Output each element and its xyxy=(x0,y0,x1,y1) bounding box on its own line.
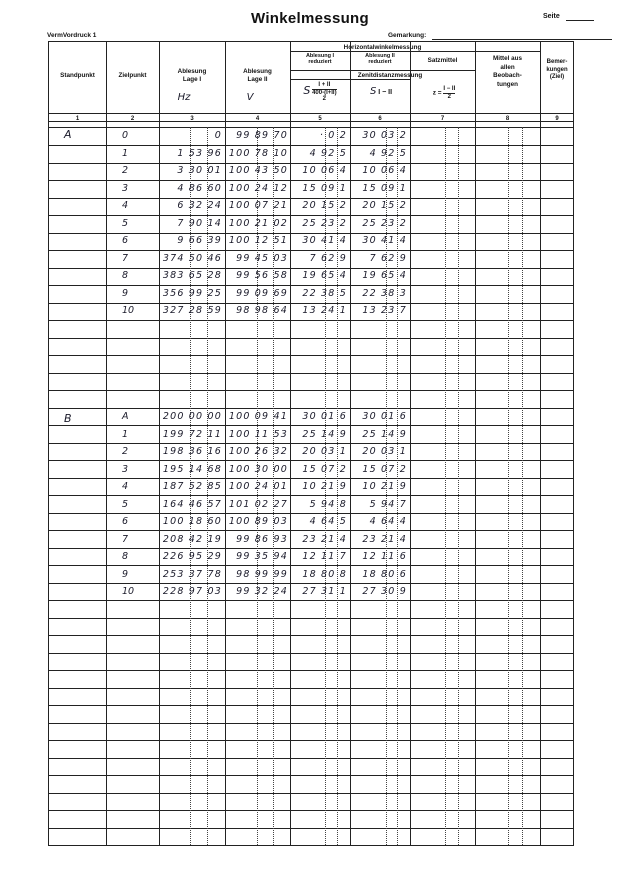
cell-ziel: 2 xyxy=(122,446,129,457)
row-rule xyxy=(48,635,574,636)
cell-ziel: 6 xyxy=(122,235,129,246)
cell-red1: 15 09 1 xyxy=(302,182,347,194)
cell-ziel: 1 xyxy=(122,428,129,440)
cell-red1: 25 23 2 xyxy=(302,217,347,229)
table-rule xyxy=(48,121,574,122)
row-rule xyxy=(48,670,574,671)
cell-lage1: 1 53 96 xyxy=(177,147,222,159)
row-rule xyxy=(48,180,574,181)
cell-lage2: 98 98 64 xyxy=(236,305,288,316)
row-rule xyxy=(48,758,574,759)
cell-red2: 4 92 5 xyxy=(369,147,407,159)
column-number: 6 xyxy=(378,116,382,122)
cell-lage1: 200 00 00 xyxy=(162,411,222,422)
row-rule xyxy=(48,303,574,304)
cell-red1: 18 80 8 xyxy=(302,568,347,580)
row-rule xyxy=(48,250,574,251)
cell-red1: 30 41 4 xyxy=(302,235,347,246)
cell-red2: 20 03 1 xyxy=(362,446,407,457)
cell-ziel: 8 xyxy=(122,551,129,562)
cell-lage2: 100 11 53 xyxy=(228,428,288,440)
cell-lage1: 7 90 14 xyxy=(177,217,222,229)
row-rule xyxy=(48,548,574,549)
cell-ziel: 6 xyxy=(122,516,129,527)
row-rule xyxy=(48,513,574,514)
cell-red2: 23 21 4 xyxy=(362,533,407,545)
cell-lage1: 100 18 60 xyxy=(162,516,222,527)
cell-ziel: 7 xyxy=(122,533,129,545)
cell-lage1: 3 30 01 xyxy=(177,165,222,176)
row-rule xyxy=(48,723,574,724)
cell-lage1: 164 46 57 xyxy=(162,498,222,510)
header-ablesung2-reduziert: Ablesung II reduziert xyxy=(365,53,395,65)
cell-ziel: 3 xyxy=(122,182,129,194)
sub-column-divider xyxy=(445,127,446,845)
row-rule xyxy=(48,163,574,164)
cell-lage2: 100 24 12 xyxy=(228,182,288,194)
cell-ziel: 9 xyxy=(122,287,129,299)
cell-lage2: 99 35 94 xyxy=(236,551,288,562)
cell-lage2: 100 43 50 xyxy=(228,165,288,176)
column-number: 7 xyxy=(440,116,445,122)
cell-ziel: 4 xyxy=(122,200,129,211)
cell-red1: 12 11 7 xyxy=(302,551,347,562)
row-rule xyxy=(48,688,574,689)
row-rule xyxy=(48,478,574,479)
column-number: 5 xyxy=(318,116,322,122)
cell-ziel: 10 xyxy=(122,586,135,597)
cell-red2: 30 03 2 xyxy=(362,130,407,141)
row-rule xyxy=(48,443,574,444)
cell-red1: 20 15 2 xyxy=(302,200,347,211)
cell-red2: 4 64 4 xyxy=(369,516,407,527)
cell-ziel: 8 xyxy=(122,270,129,281)
cell-lage1: 356 99 25 xyxy=(162,287,222,299)
handwritten-hz: Hz xyxy=(177,92,191,103)
row-rule xyxy=(48,320,574,321)
cell-red1: 10 21 9 xyxy=(302,481,347,492)
cell-red1: 22 38 5 xyxy=(302,287,347,299)
cell-lage1: 383 65 28 xyxy=(162,270,222,281)
cell-red1: 25 14 9 xyxy=(302,428,347,440)
row-rule xyxy=(48,390,574,391)
cell-lage1: 208 42 19 xyxy=(162,533,222,545)
cell-ziel: 3 xyxy=(122,463,129,475)
cell-ziel: 10 xyxy=(122,305,135,316)
header-bemerkungen: Bemer- kungen (Ziel) xyxy=(546,59,568,80)
cell-red1: 15 07 2 xyxy=(302,463,347,475)
cell-red2: 20 15 2 xyxy=(362,200,407,211)
cell-lage1: 228 97 03 xyxy=(162,586,222,597)
cell-red2: 30 01 6 xyxy=(362,411,407,422)
cell-red1: 10 06 4 xyxy=(302,165,347,176)
cell-lage2: 101 02 27 xyxy=(228,498,288,510)
cell-lage1: 253 37 78 xyxy=(162,568,222,580)
cell-red1: 13 24 1 xyxy=(302,305,347,316)
row-rule xyxy=(48,653,574,654)
row-rule xyxy=(48,740,574,741)
cell-lage1: 0 xyxy=(214,130,222,141)
cell-lage2: 98 99 99 xyxy=(236,568,288,580)
header-zenit-group: Zenitdistanzmessung xyxy=(357,72,423,79)
row-rule xyxy=(48,355,574,356)
cell-red2: 15 09 1 xyxy=(362,182,407,194)
row-rule xyxy=(48,285,574,286)
cell-lage2: 100 89 03 xyxy=(228,516,288,527)
cell-ziel: 9 xyxy=(122,568,129,580)
row-rule xyxy=(48,373,574,374)
formula-z: z = $\frac{I - II}{2}$ xyxy=(432,86,456,100)
cell-lage2: 100 78 10 xyxy=(228,147,288,159)
row-rule xyxy=(48,233,574,234)
cell-lage1: 187 52 85 xyxy=(162,481,222,492)
cell-ziel: A xyxy=(122,411,129,422)
header-rule xyxy=(290,51,540,52)
cell-lage2: 100 12 51 xyxy=(228,235,288,246)
cell-red2: 12 11 6 xyxy=(362,551,407,562)
cell-ziel: 5 xyxy=(122,498,129,510)
row-rule xyxy=(48,408,574,409)
row-rule xyxy=(48,198,574,199)
row-rule xyxy=(48,600,574,601)
cell-ziel: 7 xyxy=(122,252,129,264)
header-rule xyxy=(290,70,475,71)
column-number: 8 xyxy=(505,116,510,122)
cell-lage2: 99 45 03 xyxy=(236,252,288,264)
cell-lage2: 99 56 58 xyxy=(236,270,288,281)
cell-red1: 19 65 4 xyxy=(302,270,347,281)
header-zielpunkt: Zielpunkt xyxy=(118,72,147,79)
row-rule xyxy=(48,460,574,461)
cell-lage2: 100 26 32 xyxy=(228,446,288,457)
cell-red1: 4 64 5 xyxy=(309,516,347,527)
row-rule xyxy=(48,583,574,584)
header-lage2: Ablesung Lage II xyxy=(243,68,272,83)
header-standpunkt: Standpunkt xyxy=(60,72,95,79)
cell-ziel: 2 xyxy=(122,165,129,176)
cell-red1: 30 01 6 xyxy=(302,411,347,422)
row-rule xyxy=(48,495,574,496)
row-rule xyxy=(48,425,574,426)
header-lage1: Ablesung Lage I xyxy=(177,68,207,83)
gemarkung-label: Gemarkung: xyxy=(388,32,427,39)
seite-field-line xyxy=(566,20,594,21)
cell-lage2: 100 21 02 xyxy=(228,217,288,229)
cell-red1: 4 92 5 xyxy=(309,147,347,159)
cell-red2: 13 23 7 xyxy=(362,305,407,316)
cell-lage1: 198 36 16 xyxy=(162,446,222,457)
cell-lage2: 99 09 69 xyxy=(236,287,288,299)
row-rule xyxy=(48,565,574,566)
cell-lage2: 99 86 93 xyxy=(236,533,288,545)
cell-lage1: 327 28 59 xyxy=(162,305,222,316)
cell-red2: 10 06 4 xyxy=(362,165,407,176)
formula-mid: S I − II xyxy=(369,86,393,97)
gemarkung-field-line xyxy=(432,39,612,40)
sub-column-divider xyxy=(522,127,523,845)
row-rule xyxy=(48,775,574,776)
cell-lage2: 100 30 00 xyxy=(228,463,288,475)
sub-column-divider xyxy=(458,127,459,845)
column-number: 2 xyxy=(130,116,135,122)
row-rule xyxy=(48,810,574,811)
cell-lage2: 100 07 21 xyxy=(228,200,288,211)
standpunkt-b: B xyxy=(64,412,72,425)
row-rule xyxy=(48,530,574,531)
cell-lage1: 199 72 11 xyxy=(162,428,222,440)
row-rule xyxy=(48,338,574,339)
header-mittel: Mittel aus allen Beobach- tungen xyxy=(492,55,523,88)
cell-red2: 5 94 7 xyxy=(369,498,407,510)
cell-lage2: 100 24 01 xyxy=(228,481,288,492)
column-number: 1 xyxy=(75,116,80,122)
cell-lage1: 374 50 46 xyxy=(162,252,222,264)
column-number: 3 xyxy=(190,116,194,122)
handwritten-v: V xyxy=(246,92,254,103)
cell-red2: 25 14 9 xyxy=(362,428,407,440)
cell-lage1: 6 32 24 xyxy=(177,200,222,211)
cell-lage2: 100 09 41 xyxy=(228,411,288,422)
cell-ziel: 4 xyxy=(122,481,129,492)
cell-ziel: 5 xyxy=(122,217,129,229)
cell-lage1: 9 66 39 xyxy=(177,235,222,246)
header-ablesung1-reduziert: Ablesung I reduziert xyxy=(305,53,335,65)
cell-lage1: 226 95 29 xyxy=(162,551,222,562)
cell-red2: 22 38 3 xyxy=(362,287,407,299)
formula-s: S I + II 400-(I+II) 2 xyxy=(303,82,337,102)
cell-red2: 30 41 4 xyxy=(362,235,407,246)
sub-column-divider xyxy=(508,127,509,845)
cell-red1: 7 62 9 xyxy=(309,252,347,264)
cell-red2: 27 30 9 xyxy=(362,586,407,597)
table-rule xyxy=(48,113,574,114)
cell-lage2: 99 32 24 xyxy=(236,586,288,597)
row-rule xyxy=(48,618,574,619)
cell-red1: · 0 2 xyxy=(319,130,347,141)
cell-red1: 23 21 4 xyxy=(302,533,347,545)
cell-red1: 27 31 1 xyxy=(302,586,347,597)
table-rule xyxy=(48,127,574,128)
header-horizontal-group: Horizontalwinkelmessung xyxy=(343,44,422,51)
row-rule xyxy=(48,268,574,269)
column-number: 9 xyxy=(555,116,559,122)
cell-red2: 10 21 9 xyxy=(362,481,407,492)
cell-red2: 19 65 4 xyxy=(362,270,407,281)
cell-lage2: 99 89 70 xyxy=(236,130,288,141)
cell-ziel: 0 xyxy=(122,130,129,141)
cell-red2: 7 62 9 xyxy=(369,252,407,264)
header-satzmittel: Satzmittel xyxy=(427,57,458,64)
page-title: Winkelmessung xyxy=(251,10,369,27)
cell-red2: 15 07 2 xyxy=(362,463,407,475)
cell-lage1: 195 14 68 xyxy=(162,463,222,475)
row-rule xyxy=(48,705,574,706)
row-rule xyxy=(48,145,574,146)
row-rule xyxy=(48,828,574,829)
cell-lage1: 4 86 60 xyxy=(177,182,222,194)
seite-label: Seite xyxy=(543,13,560,20)
cell-red2: 18 80 6 xyxy=(362,568,407,580)
standpunkt-a: A xyxy=(64,128,72,141)
row-rule xyxy=(48,215,574,216)
column-number: 4 xyxy=(255,116,260,122)
cell-ziel: 1 xyxy=(122,147,129,159)
form-number: VermVordruck 1 xyxy=(47,32,97,39)
cell-red1: 20 03 1 xyxy=(302,446,347,457)
row-rule xyxy=(48,793,574,794)
cell-red2: 25 23 2 xyxy=(362,217,407,229)
cell-red1: 5 94 8 xyxy=(309,498,347,510)
